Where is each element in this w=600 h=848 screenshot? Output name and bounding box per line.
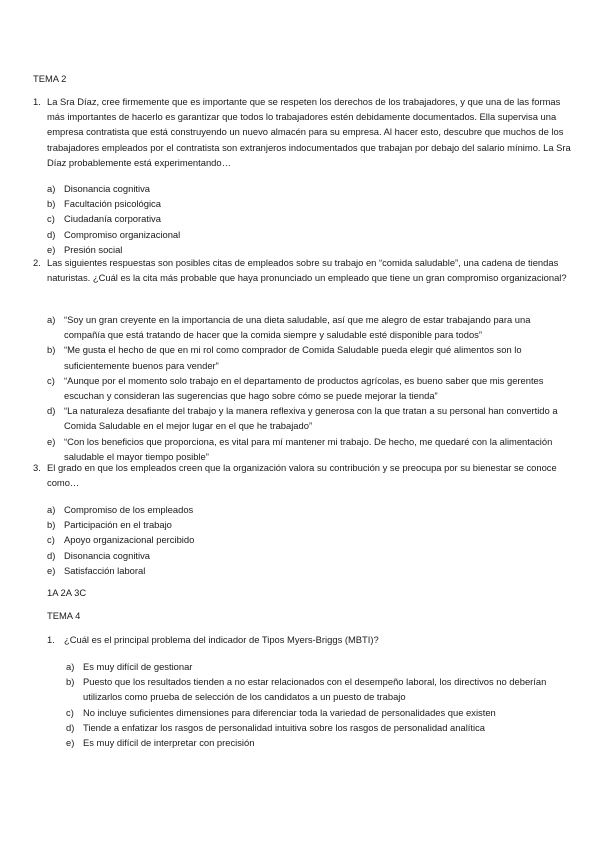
option	[66, 735, 566, 750]
option-text: “Me gusta el hecho de que en mi rol como comprador de Comida Saludable pueda elegir qué alimentos son lo suficientemente buenos para vender”	[64, 344, 522, 371]
question-text: El grado en que los empleados creen que la organización valora su contribución y se preocupa por su bienestar se conoce como…	[47, 462, 557, 489]
question-1	[33, 94, 573, 170]
question-number: 1.	[47, 634, 55, 645]
question-text: ¿Cuál es el principal problema del indicador de Tipos Myers-Briggs (MBTI)?	[64, 634, 379, 645]
option-text: Satisfacción laboral	[64, 564, 146, 576]
option-text: Compromiso de los empleados	[64, 504, 194, 515]
option-letter: d)	[47, 228, 56, 240]
option	[47, 342, 569, 372]
option-text: “Aunque por el momento solo trabajo en el departamento de productos agrícolas, es bueno saber que mis gerentes escuchan y consideran las sugerencias que hago sobre cómo se puede mejorar la tienda”	[64, 374, 544, 402]
option-letter: c)	[66, 706, 74, 718]
option-text: Participación en el trabajo	[64, 519, 172, 531]
option-letter: b)	[47, 519, 56, 531]
option-text: Es muy difícil de interpretar con precisión	[83, 737, 255, 749]
option	[47, 548, 567, 563]
option-letter: a)	[47, 504, 56, 515]
options-list	[66, 659, 566, 750]
options-list	[47, 502, 567, 578]
option	[47, 502, 567, 517]
option	[47, 563, 567, 578]
option	[47, 403, 569, 433]
option-letter: a)	[66, 661, 75, 672]
option	[47, 211, 567, 226]
option-letter: e)	[47, 243, 56, 255]
option-letter: c)	[47, 374, 55, 386]
option-letter: b)	[47, 344, 56, 356]
question-1	[47, 632, 567, 647]
option-text: “Con los beneficios que proporciona, es vital para mí mantener mi trabajo. De hecho, me quedaré con la alimentación saludable el mayor tiempo posible”	[64, 435, 553, 462]
option	[47, 532, 567, 547]
option-text: Es muy difícil de gestionar	[83, 661, 193, 672]
option	[66, 720, 566, 735]
option	[47, 373, 569, 403]
option-letter: e)	[66, 737, 75, 749]
option-letter: d)	[47, 405, 56, 417]
option-text: No incluye suficientes dimensiones para diferenciar toda la variedad de personalidades que existen	[83, 706, 496, 718]
option-text: Apoyo organizacional percibido	[64, 534, 195, 546]
question-3	[33, 460, 573, 490]
option-letter: d)	[47, 549, 56, 561]
option	[66, 705, 566, 720]
option-text: “La naturaleza desafiante del trabajo y la manera reflexiva y generosa con la que tratan a su personal han convertido a Comida Saludable en el mejor lugar en el que he trabajado”	[64, 405, 558, 432]
option-letter: c)	[47, 213, 55, 225]
question-text: Las siguientes respuestas son posibles citas de empleados sobre su trabajo en “comida saludable”, una cadena de tiendas naturistas. ¿Cuál es la cita más probable que haya pronunciado un empleado que tiene un gran compromiso organizacional?	[47, 257, 567, 284]
option-text: Disonancia cognitiva	[64, 183, 150, 194]
option	[47, 312, 569, 342]
answer-key: 1A 2A 3C	[47, 587, 87, 598]
option-letter: c)	[47, 534, 55, 546]
option-letter: d)	[66, 721, 75, 733]
option	[47, 181, 567, 196]
option-text: Compromiso organizacional	[64, 228, 181, 240]
section-title: TEMA 2	[33, 73, 67, 84]
option	[66, 674, 566, 704]
option-text: Disonancia cognitiva	[64, 549, 150, 561]
option-letter: b)	[47, 198, 56, 210]
question-number: 3.	[33, 462, 41, 473]
option-letter: e)	[47, 564, 56, 576]
option-text: Presión social	[64, 243, 123, 255]
option-text: Ciudadanía corporativa	[64, 213, 161, 225]
options-list	[47, 181, 567, 257]
option	[47, 196, 567, 211]
question-2	[33, 255, 573, 285]
option-letter: e)	[47, 435, 56, 447]
option-text: Tiende a enfatizar los rasgos de personalidad intuitiva sobre los rasgos de personalidad analítica	[83, 721, 485, 733]
option-text: Facultación psicológica	[64, 198, 161, 210]
option-letter: b)	[66, 676, 75, 688]
option-text: Puesto que los resultados tienden a no estar relacionados con el desempeño laboral, los directivos no deberían utilizarlos como prueba de selección de los candidatos a un puesto de trabajo	[83, 676, 547, 703]
question-number: 1.	[33, 96, 41, 107]
question-text: La Sra Díaz, cree firmemente que es importante que se respeten los derechos de los trabajadores, y que una de las formas más importantes de hacerlo es garantizar que todos lo trabajadores estén debidamente documentados. Ella supervisa una empresa contratista que está construyendo un nuevo almacén para su empresa. Al hacer esto, descubre que muchos de los trabajadores empleados por el contratista son extranjeros indocumentados que trabajan por debajo del salario mínimo. La Sra Díaz probablemente está experimentando…	[47, 96, 571, 168]
option	[47, 517, 567, 532]
option	[66, 659, 566, 674]
question-number: 2.	[33, 257, 41, 268]
section-title: TEMA 4	[47, 610, 81, 621]
option-letter: a)	[47, 183, 56, 194]
options-list	[47, 312, 569, 464]
option-text: “Soy un gran creyente en la importancia de una dieta saludable, así que me alegro de estar trabajando para una compañía que está tratando de hacer que la comida siempre y saludable esté disponible para todos”	[64, 314, 531, 341]
option	[47, 227, 567, 242]
option-letter: a)	[47, 314, 56, 325]
